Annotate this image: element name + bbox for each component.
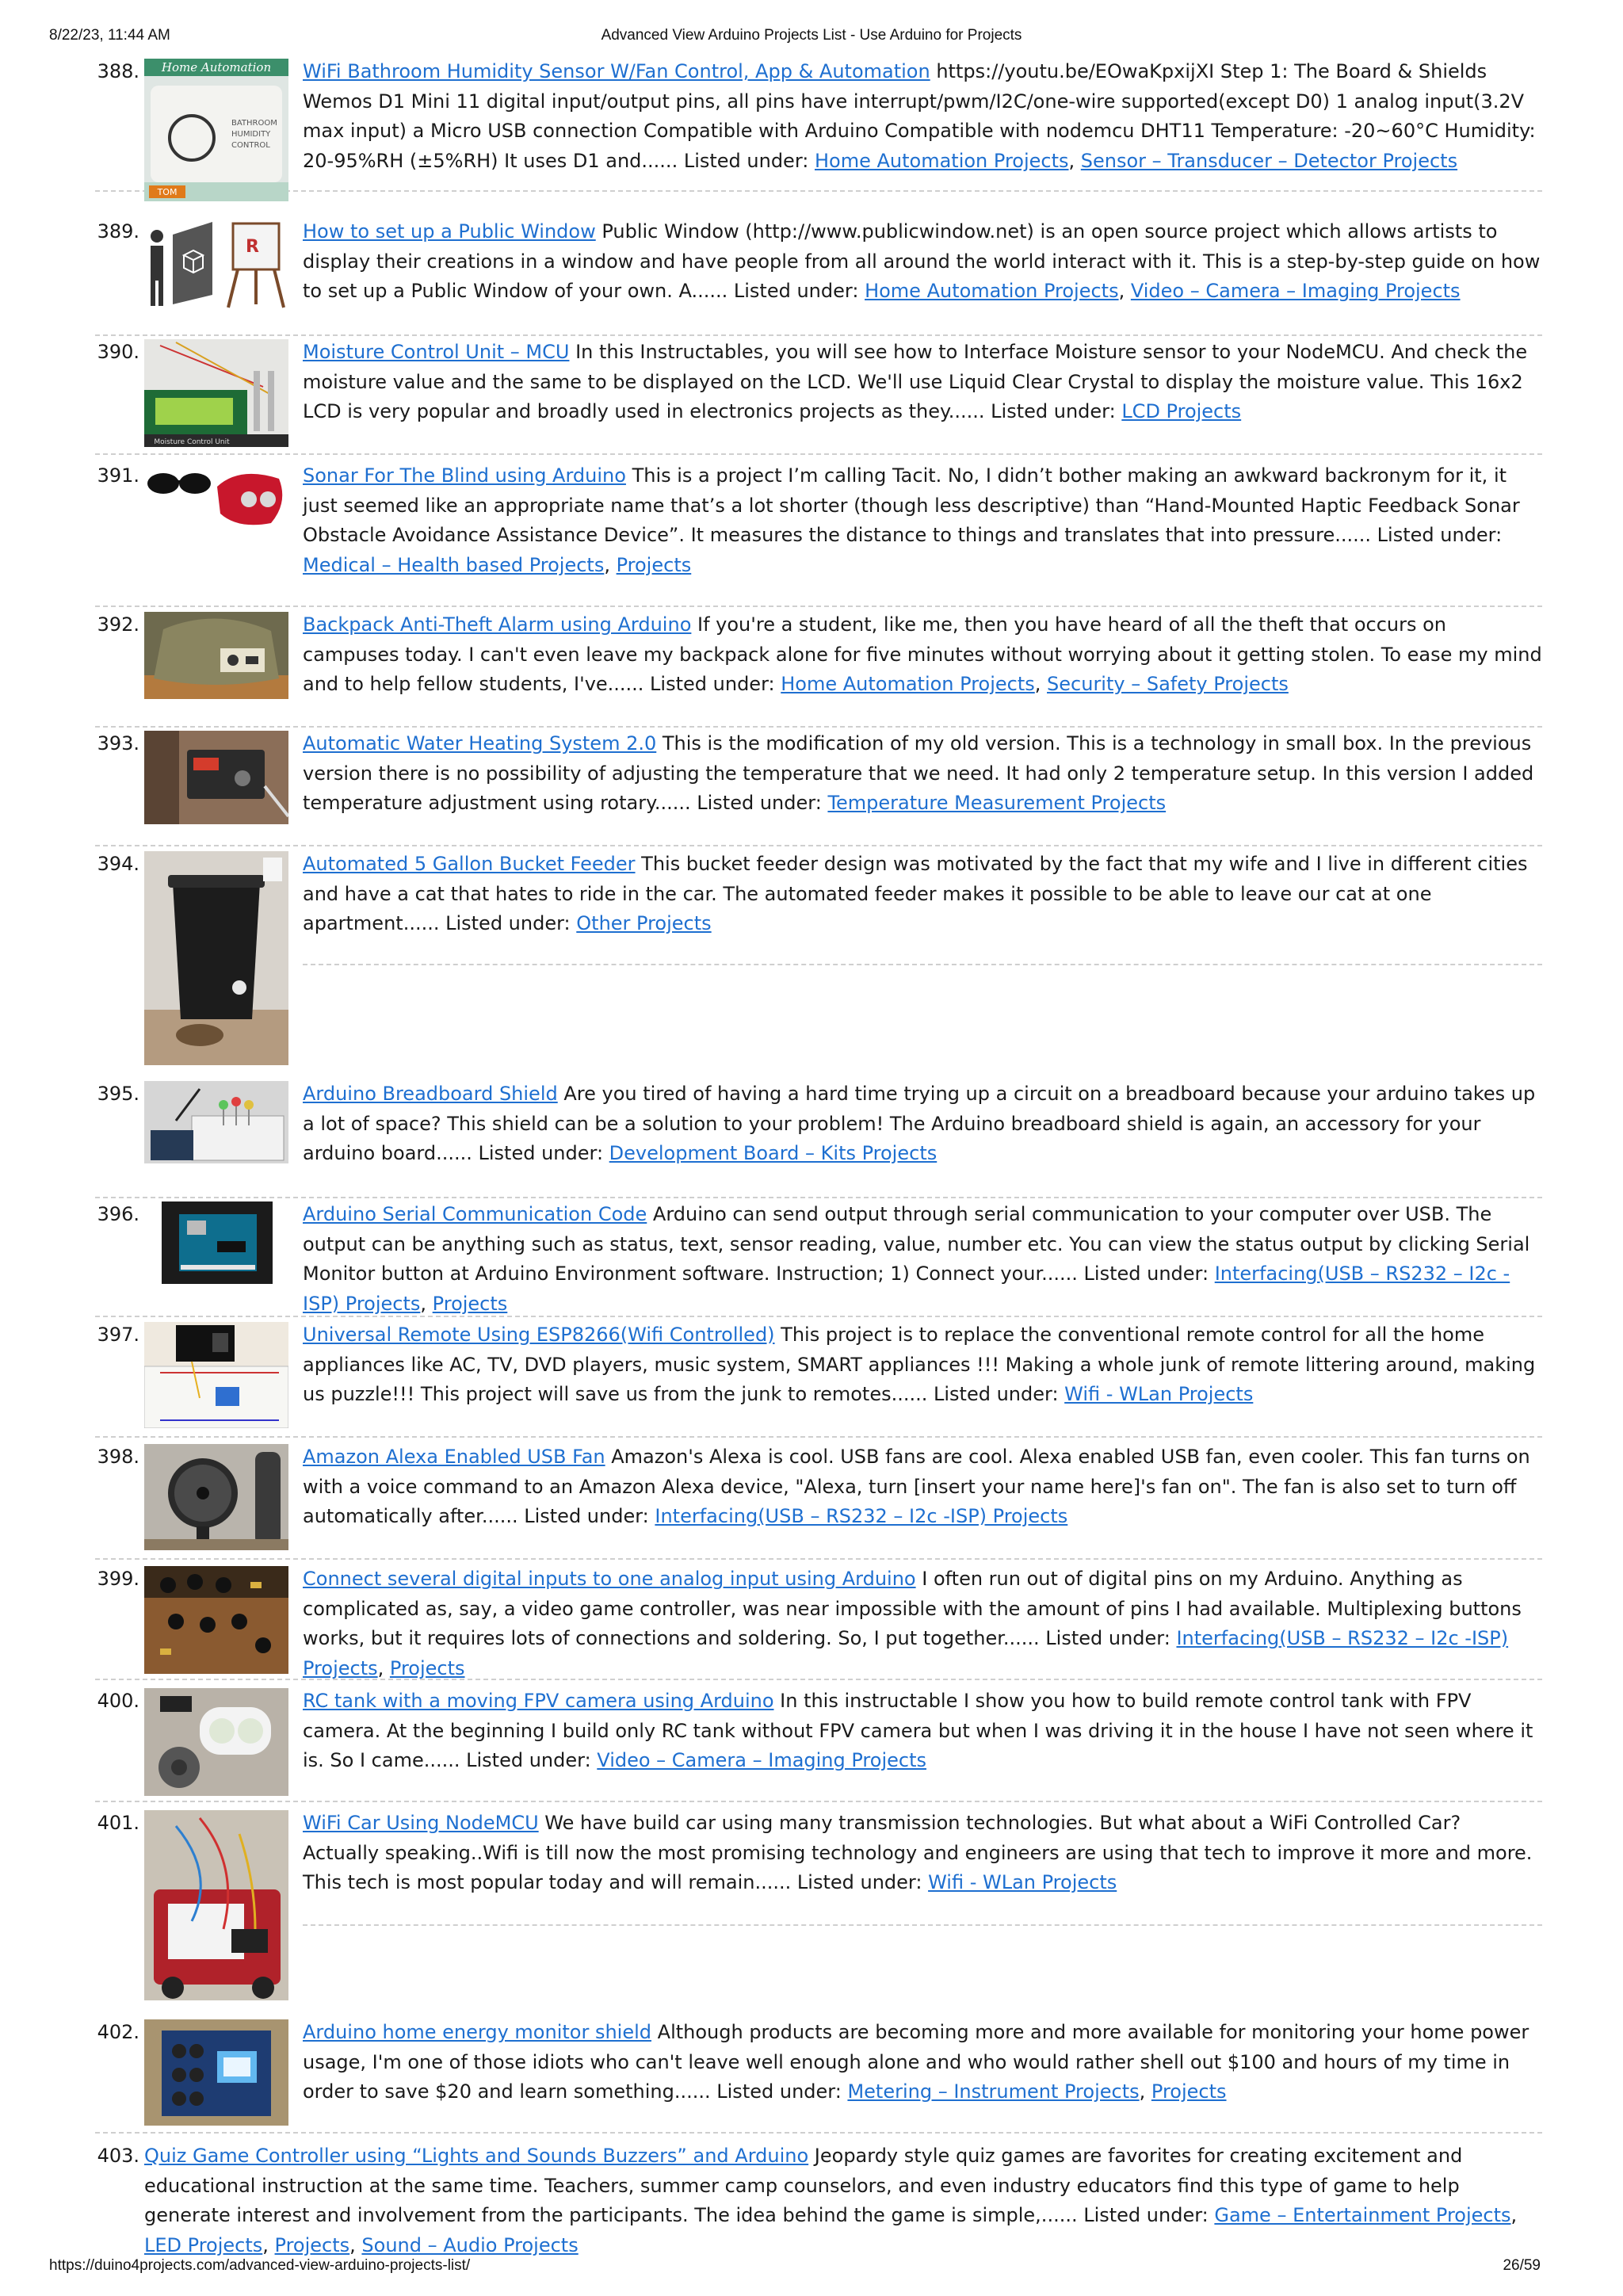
category-link[interactable]: Metering – Instrument Projects <box>847 2080 1140 2103</box>
project-title-link[interactable]: Connect several digital inputs to one analog input using Arduino <box>303 1568 916 1590</box>
project-description: This is the modification of my old version. This is a technology in small box. In the previous version there is no possibility of adjusting the temperature that we need. It had only 2 temperature setup. In this version I added temperature adjustment using rotary...... Listed under: <box>303 732 1534 814</box>
project-description: This is a project I’m calling Tacit. No, I didn’t bother making an awkward backronym for it, it just seemed like an appropriate name that’s a lot shorter (though less descriptive) than “Hand-Mounted Haptic Feedback Sonar Obstacle Avoidance Assistance Device”. It measures the distance to things and translates that into pressure...... Listed under: <box>303 464 1520 546</box>
project-description: Are you tired of having a hard time trying up a circuit on a breadboard because your arduino takes up a lot of space? This shield can be a solution to your problem! The Arduino breadboard shield is again, an accessory for your arduino board...... Listed under: <box>303 1083 1536 1164</box>
project-entry <box>95 729 1542 846</box>
category-link[interactable]: Wifi - WLan Projects <box>928 1871 1117 1893</box>
project-thumbnail <box>144 59 288 201</box>
project-thumbnail <box>144 339 288 447</box>
entry-text <box>303 729 1542 819</box>
entry-number: 398. <box>97 1446 139 1468</box>
svg-text:BATHROOM: BATHROOM <box>231 119 277 128</box>
entry-text <box>303 850 1542 939</box>
entry-text: Connect several digital inputs to one analog input using Arduino I often run out of digital pins on my Arduino. Anything as complicated as, say, a video game controller, was near impossible with the amount of pins I had available. Multiplexing buttons works, but it requires lots of connections and soldering. So, I put together...... Listed under: Interfacing(USB – RS232 – I2c -ISP) Projects, Projects <box>303 1568 1522 1679</box>
project-title-link[interactable]: Automatic Water Heating System 2.0 <box>303 732 657 755</box>
project-thumbnail <box>144 1566 288 1674</box>
project-description: In this instructable I show you how to build remote control tank with FPV camera. At the beginning I build only RC tank without FPV camera but when I was driving it in the house I have not seen where it is. So I came...... Listed under: <box>303 1690 1533 1771</box>
project-entry <box>95 610 1542 728</box>
project-description: Amazon's Alexa is cool. USB fans are cool. Alexa enabled USB fan, even cooler. This fan turns on with a voice command to an Amazon Alexa device, "Alexa, turn [insert your name here]'s fan on". The fan is also set to turn off automatically after...... Listed under: <box>303 1446 1530 1527</box>
project-description: https://youtu.be/EOwaKpxijXI Step 1: The Board & Shields Wemos D1 Mini 11 digital input/output pins, all pins have interrupt/pwm/I2C/one-wire supported(except D0) 1 analog input(3.2V max input) a Micro USB connection Compatible with Arduino Compatible with nodemcu DHT11 Temperature: -20~60°C Humidity: 20-95%RH (±5%RH) It uses D1 and...... Listed under: <box>303 60 1536 172</box>
project-thumbnail <box>144 1810 288 2000</box>
project-thumbnail <box>162 1201 273 1284</box>
category-link[interactable]: LCD Projects <box>1121 400 1242 422</box>
print-page-title: Advanced View Arduino Projects List - Use Arduino for Projects <box>601 27 1022 44</box>
entry-number: 399. <box>97 1568 139 1590</box>
project-entry <box>95 1809 1542 1999</box>
project-description: Jeopardy style quiz games are favorites for creating excitement and educational instruction at the same time. Teachers, summer camp counselors, and even industry educators find this type of game to help generate interest and involvement from the participants. The idea behind the game is simple,...... Listed under: <box>144 2145 1463 2226</box>
entry-text: How to set up a Public Window Public Window (http://www.publicwindow.net) is an open source project which allows artists to display their creations in a window and have people from all around the world interact with it. This is a step-by-step guide on how to set up a Public Window of your own. A...... Listed under: Home Automation Projects, Video – Camera – Imaging Projects <box>303 220 1541 302</box>
project-title-link[interactable]: How to set up a Public Window <box>303 220 596 243</box>
category-link[interactable]: Video – Camera – Imaging Projects <box>597 1749 926 1771</box>
svg-text:R: R <box>246 237 259 257</box>
entry-number: 389. <box>97 220 139 243</box>
project-title-link[interactable]: Moisture Control Unit – MCU <box>303 341 570 363</box>
category-link[interactable]: Projects <box>389 1656 465 1679</box>
project-title-link[interactable]: Arduino home energy monitor shield <box>303 2021 652 2043</box>
category-link[interactable]: Wifi - WLan Projects <box>1064 1383 1254 1405</box>
project-entry <box>95 1687 1542 1802</box>
entry-text: WiFi Bathroom Humidity Sensor W/Fan Control, App & Automation https://youtu.be/EOwaKpxijXI Step 1: The Board & Shields Wemos D1 Mini 11 digital input/output pins, all pins have interrupt/pwm/I2C/one-wire supported(except D0) 1 analog input(3.2V max input) a Micro USB connection Compatible with Arduino Compatible with nodemcu DHT11 Temperature: -20~60°C Humidity: 20-95%RH (±5%RH) It uses D1 and...... Listed under: Home Automation Projects, Sensor – Transducer – Detector Projects <box>303 60 1536 172</box>
project-entry <box>95 461 1542 607</box>
project-title-link[interactable]: RC tank with a moving FPV camera using Arduino <box>303 1690 774 1712</box>
project-entry <box>95 1442 1542 1560</box>
project-thumbnail <box>144 1444 288 1550</box>
entry-text <box>303 1809 1542 1898</box>
entry-number: 400. <box>97 1690 139 1712</box>
project-entry <box>95 1564 1542 1680</box>
entry-text: Arduino Serial Communication Code Arduino can send output through serial communication to your computer over USB. The output can be anything such as status, text, sensor reading, value, number etc. You can view the status output by clicking Serial Monitor button at Arduino Environment software. Instruction; 1) Connect your...... Listed under: Interfacing(USB – RS232 – I2c -ISP) Projects, Projects <box>303 1203 1530 1315</box>
project-entry <box>95 1079 1542 1198</box>
category-link[interactable]: Projects <box>616 553 692 576</box>
entry-text <box>303 1442 1542 1532</box>
project-title-link[interactable]: Sonar For The Blind using Arduino <box>303 464 626 487</box>
svg-text:TOM: TOM <box>157 187 178 197</box>
category-link[interactable]: Security – Safety Projects <box>1047 673 1289 695</box>
project-description: In this Instructables, you will see how to Interface Moisture sensor to your NodeMCU. And check the moisture value and the same to be displayed on the LCD. We'll use Liquid Clear Crystal to display the moisture value. This 16x2 LCD is very popular and broadly used in electronics projects as they...... Listed under: <box>303 341 1528 422</box>
print-url: https://duino4projects.com/advanced-view-arduino-projects-list/ <box>49 2257 471 2274</box>
category-link[interactable]: Development Board – Kits Projects <box>609 1142 938 1164</box>
category-link[interactable]: Sensor – Transducer – Detector Projects <box>1080 149 1458 172</box>
entry-number: 403. <box>97 2145 139 2167</box>
page-number: 26/59 <box>1503 2257 1541 2274</box>
project-thumbnail <box>144 2019 288 2126</box>
project-thumbnail <box>144 1322 288 1428</box>
project-thumbnail <box>144 612 288 699</box>
category-link[interactable]: Medical – Health based Projects <box>303 553 605 576</box>
entry-text: Backpack Anti-Theft Alarm using Arduino If you're a student, like me, then you have heard of all the theft that occurs on campuses today. I can't even leave my backpack alone for five minutes without worrying about it getting stolen. To ease my mind and to help fellow students, I've...... Listed under: Home Automation Projects, Security – Safety Projects <box>303 613 1542 695</box>
entry-number: 393. <box>97 732 139 755</box>
entry-number: 392. <box>97 613 139 636</box>
project-thumbnail <box>144 1688 288 1796</box>
project-title-link[interactable]: Amazon Alexa Enabled USB Fan <box>303 1446 605 1468</box>
category-link[interactable]: Projects <box>1151 2080 1227 2103</box>
project-entry <box>95 57 1542 197</box>
project-entry <box>95 2141 1542 2256</box>
entry-number: 394. <box>97 853 139 875</box>
entry-number: 396. <box>97 1203 139 1225</box>
entry-text <box>303 1079 1542 1169</box>
svg-text:CONTROL: CONTROL <box>231 141 270 150</box>
project-description: I often run out of digital pins on my Arduino. Anything as complicated as, say, a video game controller, was near impossible with the amount of pins I had available. Multiplexing buttons works, but it requires lots of connections and soldering. So, I put together...... Listed under: <box>303 1568 1522 1649</box>
category-link[interactable]: LED Projects <box>144 2233 263 2256</box>
category-link[interactable]: Home Automation Projects <box>781 673 1035 695</box>
entry-text: Arduino home energy monitor shield Although products are becoming more and more available for monitoring your home power usage, I'm one of those idiots who can't leave well enough alone and who would rather shell out $100 and hours of my time in order to save $20 and learn something...... Listed under: Metering – Instrument Projects, Projects <box>303 2021 1529 2103</box>
project-thumbnail <box>144 731 288 824</box>
project-entry <box>95 850 1542 1065</box>
project-entry <box>95 1320 1542 1438</box>
project-title-link[interactable]: Arduino Breadboard Shield <box>303 1083 558 1105</box>
project-description: Although products are becoming more and more available for monitoring your home power usage, I'm one of those idiots who can't leave well enough alone and who would rather shell out $100 and hours of my time in order to save $20 and learn something...... Listed under: <box>303 2021 1529 2103</box>
entry-text <box>303 1320 1542 1410</box>
print-date: 8/22/23, 11:44 AM <box>49 27 170 44</box>
entry-number: 395. <box>97 1083 139 1105</box>
project-title-link[interactable]: Universal Remote Using ESP8266(Wifi Controlled) <box>303 1324 775 1346</box>
category-link[interactable]: Interfacing(USB – RS232 – I2c -ISP) Projects <box>303 1263 1510 1315</box>
entry-divider <box>303 1924 1542 1926</box>
entry-number: 388. <box>97 60 139 82</box>
entry-divider <box>303 964 1542 965</box>
project-title-link[interactable]: Arduino Serial Communication Code <box>303 1203 647 1225</box>
project-entry <box>95 217 1542 336</box>
project-thumbnail <box>144 1081 288 1163</box>
project-thumbnail <box>144 219 288 311</box>
project-entry <box>95 2018 1542 2134</box>
category-link[interactable]: Sound – Audio Projects <box>361 2233 579 2256</box>
project-description: This project is to replace the conventional remote control for all the home appliances like AC, TV, DVD players, music system, SMART appliances !!! Making a whole junk of remote littering around, making us puzzle!!! This project will save us from the junk to remotes...... Listed under: <box>303 1324 1536 1405</box>
project-description: Public Window (http://www.publicwindow.net) is an open source project which allows artists to display their creations in a window and have people from all around the world interact with it. This is a step-by-step guide on how to set up a Public Window of your own. A...... Listed under: <box>303 220 1541 302</box>
category-link[interactable]: Video – Camera – Imaging Projects <box>1130 280 1461 302</box>
entry-number: 390. <box>97 341 139 363</box>
category-link[interactable]: Other Projects <box>576 912 712 934</box>
category-link[interactable]: Game – Entertainment Projects <box>1214 2204 1511 2226</box>
project-entry <box>95 1200 1542 1317</box>
project-thumbnail <box>144 463 288 531</box>
entry-text <box>303 338 1542 427</box>
svg-text:HUMIDITY: HUMIDITY <box>231 130 271 139</box>
category-link[interactable]: Interfacing(USB – RS232 – I2c -ISP) Projects <box>303 1627 1509 1679</box>
project-title-link[interactable]: Quiz Game Controller using “Lights and Sounds Buzzers” and Arduino <box>144 2145 809 2167</box>
category-link[interactable]: Projects <box>432 1292 508 1315</box>
category-link[interactable]: Home Automation Projects <box>865 280 1119 302</box>
entry-number: 391. <box>97 464 139 487</box>
project-description: If you're a student, like me, then you have heard of all the theft that occurs on campuses today. I can't even leave my backpack alone for five minutes without worrying about it getting stolen. To ease my mind and to help fellow students, I've...... Listed under: <box>303 613 1542 695</box>
category-link[interactable]: Temperature Measurement Projects <box>827 792 1167 814</box>
project-title-link[interactable]: Backpack Anti-Theft Alarm using Arduino <box>303 613 692 636</box>
entry-text: Sonar For The Blind using Arduino This is a project I’m calling Tacit. No, I didn’t bother making an awkward backronym for it, it just seemed like an appropriate name that’s a lot shorter (though less descriptive) than “Hand-Mounted Haptic Feedback Sonar Obstacle Avoidance Assistance Device”. It measures the distance to things and translates that into pressure...... Listed under: Medical – Health based Projects, Projects <box>303 464 1520 576</box>
entry-number: 401. <box>97 1812 139 1834</box>
project-thumbnail <box>144 851 288 1065</box>
project-title-link[interactable]: WiFi Bathroom Humidity Sensor W/Fan Control, App & Automation <box>303 60 930 82</box>
category-link[interactable]: Projects <box>274 2233 350 2256</box>
svg-text:Moisture Control Unit: Moisture Control Unit <box>154 438 230 446</box>
project-description: We have build car using many transmission technologies. But what about a WiFi Controlled Car? Actually speaking..Wifi is till now the most promising technology and engineers are using that tech to improve it more and more. This tech is most popular today and will remain...... Listed under: <box>303 1812 1533 1893</box>
thumb-caption: Home Automation <box>161 60 272 74</box>
entry-number: 397. <box>97 1324 139 1346</box>
project-title-link[interactable]: WiFi Car Using NodeMCU <box>303 1812 539 1834</box>
project-title-link[interactable]: Automated 5 Gallon Bucket Feeder <box>303 853 636 875</box>
project-description: This bucket feeder design was motivated by the fact that my wife and I live in different cities and have a cat that hates to ride in the car. The automated feeder makes it possible to be able to leave our cat at one apartment...... Listed under: <box>303 853 1528 934</box>
entry-text <box>303 1687 1542 1776</box>
category-link[interactable]: Home Automation Projects <box>814 149 1069 172</box>
project-entry <box>95 338 1542 455</box>
entry-text: Quiz Game Controller using “Lights and Sounds Buzzers” and Arduino Jeopardy style quiz games are favorites for creating excitement and educational instruction at the same time. Teachers, summer camp counselors, and even industry educators find this type of game to help generate interest and involvement from the participants. The idea behind the game is simple,...... Listed under: Game – Entertainment Projects, LED Projects, Projects, Sound – Audio Projects <box>144 2145 1518 2256</box>
category-link[interactable]: Interfacing(USB – RS232 – I2c -ISP) Projects <box>655 1505 1068 1527</box>
project-description: Arduino can send output through serial communication to your computer over USB. The output can be anything such as status, text, sensor reading, value, number etc. You can view the status output by clicking Serial Monitor button at Arduino Environment software. Instruction; 1) Connect your...... Listed under: <box>303 1203 1530 1285</box>
entry-number: 402. <box>97 2021 139 2043</box>
